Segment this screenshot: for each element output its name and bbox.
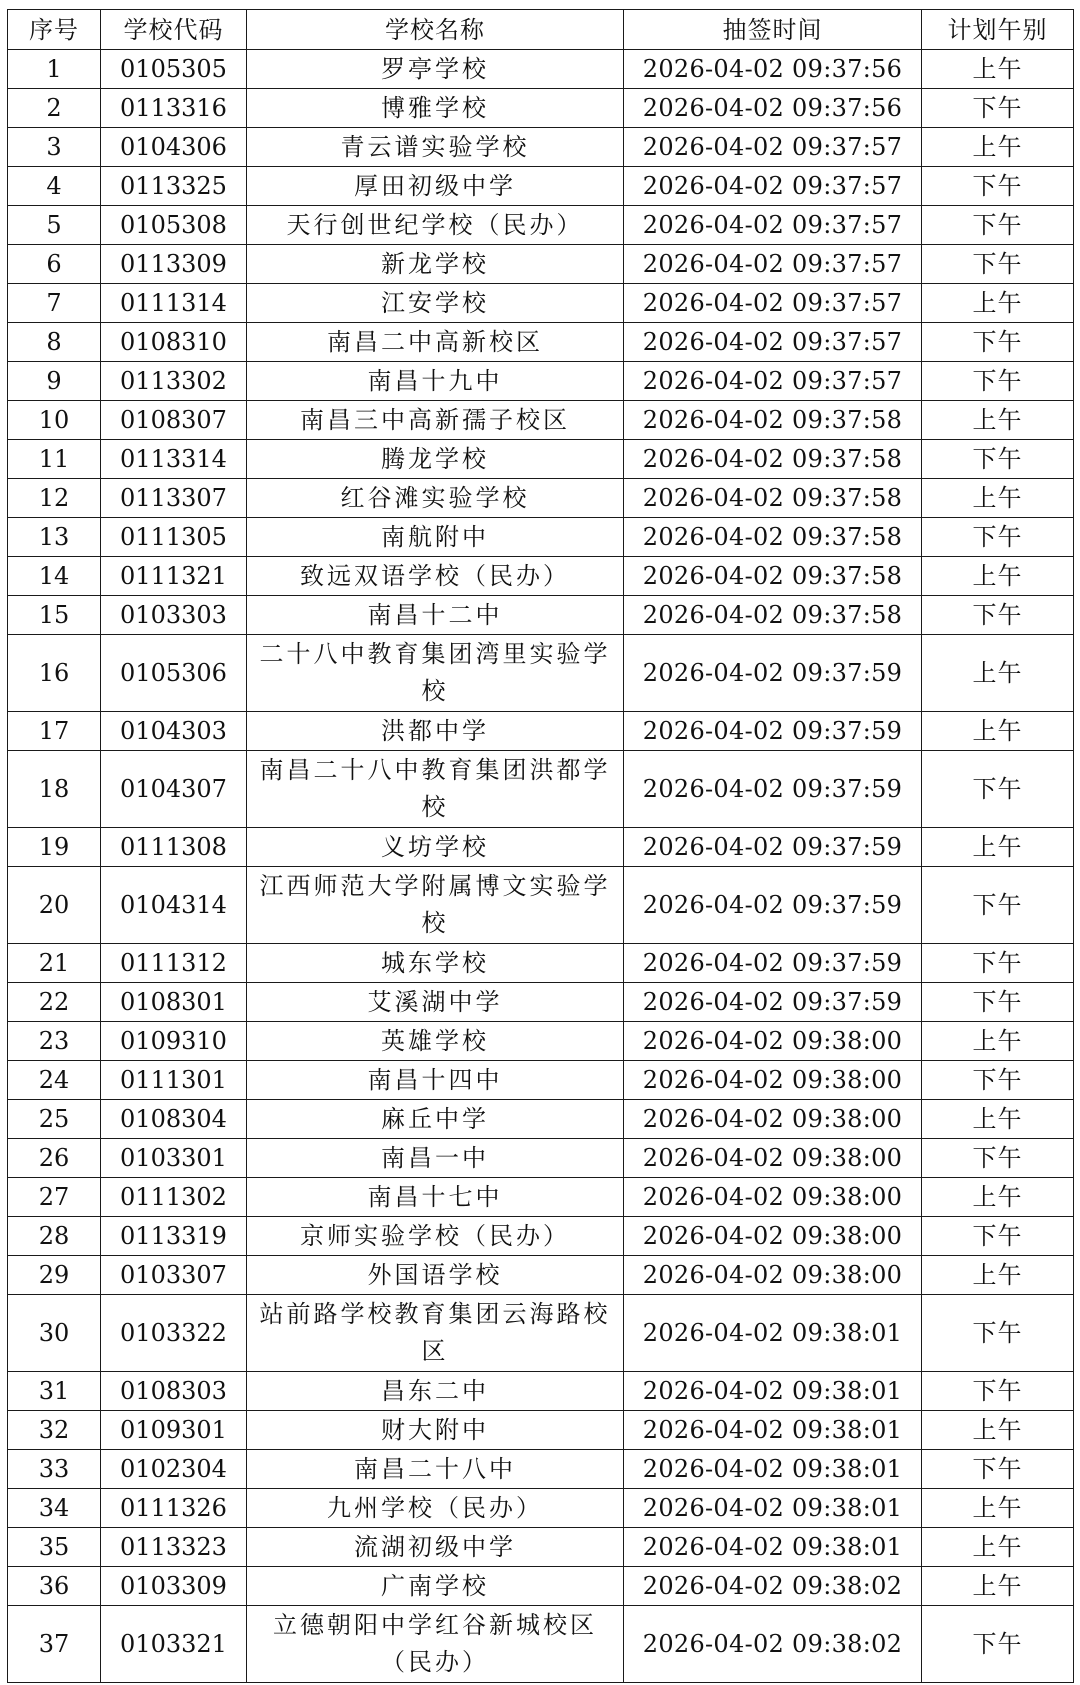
cell-draw-time: 2026-04-02 09:37:57 xyxy=(624,206,922,245)
cell-school-name: 南昌三中高新孺子校区 xyxy=(247,401,624,440)
table-row xyxy=(8,1372,1074,1411)
cell-school-name: 财大附中 xyxy=(247,1411,624,1450)
cell-seq: 32 xyxy=(8,1411,101,1450)
header-school-name: 学校名称 xyxy=(247,10,624,50)
cell-seq: 12 xyxy=(8,479,101,518)
cell-school-name: 红谷滩实验学校 xyxy=(247,479,624,518)
cell-draw-time: 2026-04-02 09:38:01 xyxy=(624,1295,922,1372)
cell-seq: 23 xyxy=(8,1022,101,1061)
cell-period: 上午 xyxy=(922,635,1074,712)
cell-seq: 24 xyxy=(8,1061,101,1100)
cell-seq: 18 xyxy=(8,751,101,828)
cell-school-name: 广南学校 xyxy=(247,1567,624,1606)
cell-seq: 29 xyxy=(8,1256,101,1295)
cell-school-name: 站前路学校教育集团云海路校区 xyxy=(247,1295,624,1372)
cell-seq: 2 xyxy=(8,89,101,128)
cell-seq: 28 xyxy=(8,1217,101,1256)
cell-school-name: 南昌二中高新校区 xyxy=(247,323,624,362)
cell-school-code: 0109301 xyxy=(101,1411,247,1450)
cell-school-name: 致远双语学校（民办） xyxy=(247,557,624,596)
table-body xyxy=(8,50,1074,1683)
cell-period: 下午 xyxy=(922,1606,1074,1683)
cell-school-name: 南昌十九中 xyxy=(247,362,624,401)
cell-school-name: 南昌一中 xyxy=(247,1139,624,1178)
cell-period: 上午 xyxy=(922,828,1074,867)
cell-seq: 35 xyxy=(8,1528,101,1567)
cell-school-code: 0111321 xyxy=(101,557,247,596)
cell-school-name: 南昌二十八中教育集团洪都学校 xyxy=(247,751,624,828)
cell-seq: 33 xyxy=(8,1450,101,1489)
cell-seq: 27 xyxy=(8,1178,101,1217)
cell-school-name: 麻丘中学 xyxy=(247,1100,624,1139)
cell-seq: 21 xyxy=(8,944,101,983)
cell-school-code: 0111312 xyxy=(101,944,247,983)
cell-seq: 11 xyxy=(8,440,101,479)
cell-period: 上午 xyxy=(922,479,1074,518)
cell-draw-time: 2026-04-02 09:38:02 xyxy=(624,1606,922,1683)
cell-period: 下午 xyxy=(922,362,1074,401)
cell-school-name: 义坊学校 xyxy=(247,828,624,867)
cell-school-code: 0109310 xyxy=(101,1022,247,1061)
cell-draw-time: 2026-04-02 09:38:00 xyxy=(624,1061,922,1100)
cell-seq: 10 xyxy=(8,401,101,440)
cell-draw-time: 2026-04-02 09:37:56 xyxy=(624,89,922,128)
cell-school-code: 0108304 xyxy=(101,1100,247,1139)
table-row xyxy=(8,635,1074,712)
cell-period: 下午 xyxy=(922,323,1074,362)
cell-draw-time: 2026-04-02 09:38:01 xyxy=(624,1372,922,1411)
cell-period: 下午 xyxy=(922,89,1074,128)
cell-school-name: 天行创世纪学校（民办） xyxy=(247,206,624,245)
cell-seq: 5 xyxy=(8,206,101,245)
cell-school-name: 江安学校 xyxy=(247,284,624,323)
cell-school-code: 0111305 xyxy=(101,518,247,557)
cell-period: 上午 xyxy=(922,1528,1074,1567)
cell-period: 下午 xyxy=(922,1450,1074,1489)
cell-school-name: 英雄学校 xyxy=(247,1022,624,1061)
cell-period: 上午 xyxy=(922,401,1074,440)
cell-period: 下午 xyxy=(922,1372,1074,1411)
cell-seq: 7 xyxy=(8,284,101,323)
cell-draw-time: 2026-04-02 09:37:59 xyxy=(624,983,922,1022)
table-row xyxy=(8,712,1074,751)
cell-school-name: 青云谱实验学校 xyxy=(247,128,624,167)
cell-school-name: 洪都中学 xyxy=(247,712,624,751)
lottery-results-table xyxy=(7,9,1074,1683)
cell-school-code: 0113316 xyxy=(101,89,247,128)
cell-seq: 26 xyxy=(8,1139,101,1178)
cell-school-code: 0105308 xyxy=(101,206,247,245)
cell-school-code: 0113325 xyxy=(101,167,247,206)
cell-school-name: 江西师范大学附属博文实验学校 xyxy=(247,867,624,944)
cell-seq: 25 xyxy=(8,1100,101,1139)
cell-school-code: 0108307 xyxy=(101,401,247,440)
cell-school-code: 0113309 xyxy=(101,245,247,284)
cell-seq: 3 xyxy=(8,128,101,167)
cell-school-code: 0113323 xyxy=(101,1528,247,1567)
cell-school-name: 立德朝阳中学红谷新城校区（民办） xyxy=(247,1606,624,1683)
cell-seq: 37 xyxy=(8,1606,101,1683)
cell-school-code: 0111326 xyxy=(101,1489,247,1528)
table-row xyxy=(8,1139,1074,1178)
cell-draw-time: 2026-04-02 09:37:58 xyxy=(624,401,922,440)
table-row xyxy=(8,983,1074,1022)
cell-period: 上午 xyxy=(922,1178,1074,1217)
table-row xyxy=(8,206,1074,245)
table-row xyxy=(8,828,1074,867)
cell-draw-time: 2026-04-02 09:37:57 xyxy=(624,167,922,206)
header-school-code: 学校代码 xyxy=(101,10,247,50)
cell-school-name: 艾溪湖中学 xyxy=(247,983,624,1022)
table-row xyxy=(8,89,1074,128)
cell-school-name: 昌东二中 xyxy=(247,1372,624,1411)
cell-seq: 14 xyxy=(8,557,101,596)
cell-draw-time: 2026-04-02 09:37:59 xyxy=(624,867,922,944)
cell-draw-time: 2026-04-02 09:37:59 xyxy=(624,944,922,983)
table-row xyxy=(8,1022,1074,1061)
table-row xyxy=(8,596,1074,635)
table-row xyxy=(8,1411,1074,1450)
cell-draw-time: 2026-04-02 09:38:00 xyxy=(624,1022,922,1061)
cell-seq: 19 xyxy=(8,828,101,867)
table-row xyxy=(8,1178,1074,1217)
cell-school-name: 二十八中教育集团湾里实验学校 xyxy=(247,635,624,712)
table-row xyxy=(8,1061,1074,1100)
cell-school-name: 厚田初级中学 xyxy=(247,167,624,206)
cell-period: 上午 xyxy=(922,1022,1074,1061)
cell-school-code: 0111314 xyxy=(101,284,247,323)
table-row xyxy=(8,50,1074,89)
cell-school-code: 0113319 xyxy=(101,1217,247,1256)
cell-seq: 13 xyxy=(8,518,101,557)
cell-period: 下午 xyxy=(922,867,1074,944)
cell-school-code: 0103303 xyxy=(101,596,247,635)
header-period: 计划午别 xyxy=(922,10,1074,50)
cell-draw-time: 2026-04-02 09:37:58 xyxy=(624,518,922,557)
cell-seq: 22 xyxy=(8,983,101,1022)
table-row xyxy=(8,1256,1074,1295)
table-row xyxy=(8,557,1074,596)
cell-school-code: 0103309 xyxy=(101,1567,247,1606)
cell-school-name: 外国语学校 xyxy=(247,1256,624,1295)
cell-school-name: 南昌十四中 xyxy=(247,1061,624,1100)
cell-draw-time: 2026-04-02 09:38:00 xyxy=(624,1256,922,1295)
cell-school-code: 0103322 xyxy=(101,1295,247,1372)
table-row xyxy=(8,1528,1074,1567)
cell-draw-time: 2026-04-02 09:37:59 xyxy=(624,712,922,751)
cell-school-code: 0103307 xyxy=(101,1256,247,1295)
table-row xyxy=(8,167,1074,206)
cell-draw-time: 2026-04-02 09:38:00 xyxy=(624,1139,922,1178)
table-header-row xyxy=(8,10,1074,50)
cell-school-name: 博雅学校 xyxy=(247,89,624,128)
header-draw-time: 抽签时间 xyxy=(624,10,922,50)
cell-school-name: 南昌二十八中 xyxy=(247,1450,624,1489)
cell-school-name: 京师实验学校（民办） xyxy=(247,1217,624,1256)
cell-draw-time: 2026-04-02 09:37:59 xyxy=(624,635,922,712)
cell-draw-time: 2026-04-02 09:37:59 xyxy=(624,751,922,828)
table-row xyxy=(8,751,1074,828)
cell-period: 下午 xyxy=(922,983,1074,1022)
cell-period: 上午 xyxy=(922,1411,1074,1450)
cell-school-code: 0108303 xyxy=(101,1372,247,1411)
cell-period: 上午 xyxy=(922,1256,1074,1295)
cell-period: 下午 xyxy=(922,751,1074,828)
cell-period: 下午 xyxy=(922,1061,1074,1100)
cell-draw-time: 2026-04-02 09:38:00 xyxy=(624,1100,922,1139)
table-row xyxy=(8,362,1074,401)
cell-period: 上午 xyxy=(922,284,1074,323)
cell-draw-time: 2026-04-02 09:37:58 xyxy=(624,596,922,635)
table-row xyxy=(8,1606,1074,1683)
cell-school-name: 南昌十七中 xyxy=(247,1178,624,1217)
cell-school-code: 0103321 xyxy=(101,1606,247,1683)
cell-school-code: 0104306 xyxy=(101,128,247,167)
cell-school-code: 0103301 xyxy=(101,1139,247,1178)
cell-period: 下午 xyxy=(922,206,1074,245)
table-row xyxy=(8,1217,1074,1256)
cell-draw-time: 2026-04-02 09:37:58 xyxy=(624,557,922,596)
cell-seq: 6 xyxy=(8,245,101,284)
cell-period: 上午 xyxy=(922,1100,1074,1139)
cell-period: 上午 xyxy=(922,1489,1074,1528)
cell-draw-time: 2026-04-02 09:38:02 xyxy=(624,1567,922,1606)
cell-period: 下午 xyxy=(922,440,1074,479)
cell-period: 下午 xyxy=(922,518,1074,557)
table-row xyxy=(8,1295,1074,1372)
cell-school-code: 0108301 xyxy=(101,983,247,1022)
table-row xyxy=(8,479,1074,518)
cell-period: 下午 xyxy=(922,1295,1074,1372)
cell-school-name: 新龙学校 xyxy=(247,245,624,284)
cell-school-code: 0111301 xyxy=(101,1061,247,1100)
cell-seq: 1 xyxy=(8,50,101,89)
cell-period: 下午 xyxy=(922,1139,1074,1178)
cell-school-code: 0102304 xyxy=(101,1450,247,1489)
table-row xyxy=(8,128,1074,167)
cell-period: 下午 xyxy=(922,944,1074,983)
cell-seq: 20 xyxy=(8,867,101,944)
cell-school-code: 0113314 xyxy=(101,440,247,479)
cell-seq: 31 xyxy=(8,1372,101,1411)
cell-seq: 16 xyxy=(8,635,101,712)
cell-school-code: 0105306 xyxy=(101,635,247,712)
cell-draw-time: 2026-04-02 09:37:58 xyxy=(624,440,922,479)
cell-period: 上午 xyxy=(922,1567,1074,1606)
table-row xyxy=(8,1450,1074,1489)
cell-draw-time: 2026-04-02 09:37:59 xyxy=(624,828,922,867)
cell-school-code: 0104307 xyxy=(101,751,247,828)
cell-draw-time: 2026-04-02 09:37:57 xyxy=(624,245,922,284)
table-row xyxy=(8,284,1074,323)
cell-school-code: 0111302 xyxy=(101,1178,247,1217)
cell-seq: 8 xyxy=(8,323,101,362)
cell-period: 下午 xyxy=(922,1217,1074,1256)
cell-period: 下午 xyxy=(922,596,1074,635)
cell-draw-time: 2026-04-02 09:38:01 xyxy=(624,1528,922,1567)
cell-draw-time: 2026-04-02 09:38:01 xyxy=(624,1411,922,1450)
cell-draw-time: 2026-04-02 09:38:01 xyxy=(624,1489,922,1528)
table-row xyxy=(8,401,1074,440)
cell-school-code: 0104303 xyxy=(101,712,247,751)
cell-period: 上午 xyxy=(922,50,1074,89)
table-row xyxy=(8,518,1074,557)
cell-school-name: 南昌十二中 xyxy=(247,596,624,635)
cell-draw-time: 2026-04-02 09:37:57 xyxy=(624,128,922,167)
table-row xyxy=(8,1100,1074,1139)
cell-period: 下午 xyxy=(922,245,1074,284)
cell-school-name: 流湖初级中学 xyxy=(247,1528,624,1567)
cell-period: 下午 xyxy=(922,167,1074,206)
cell-seq: 34 xyxy=(8,1489,101,1528)
document-sheet xyxy=(7,9,1074,1683)
cell-school-name: 城东学校 xyxy=(247,944,624,983)
cell-school-code: 0104314 xyxy=(101,867,247,944)
cell-school-code: 0108310 xyxy=(101,323,247,362)
table-row xyxy=(8,1489,1074,1528)
table-row xyxy=(8,323,1074,362)
cell-draw-time: 2026-04-02 09:38:01 xyxy=(624,1450,922,1489)
cell-draw-time: 2026-04-02 09:37:57 xyxy=(624,362,922,401)
table-row xyxy=(8,944,1074,983)
cell-draw-time: 2026-04-02 09:38:00 xyxy=(624,1217,922,1256)
cell-period: 上午 xyxy=(922,128,1074,167)
cell-draw-time: 2026-04-02 09:38:00 xyxy=(624,1178,922,1217)
cell-school-name: 九州学校（民办） xyxy=(247,1489,624,1528)
cell-school-code: 0105305 xyxy=(101,50,247,89)
cell-seq: 36 xyxy=(8,1567,101,1606)
cell-period: 上午 xyxy=(922,557,1074,596)
cell-school-name: 腾龙学校 xyxy=(247,440,624,479)
header-seq: 序号 xyxy=(8,10,101,50)
cell-draw-time: 2026-04-02 09:37:57 xyxy=(624,284,922,323)
cell-school-code: 0113302 xyxy=(101,362,247,401)
table-row xyxy=(8,440,1074,479)
cell-seq: 4 xyxy=(8,167,101,206)
cell-school-code: 0111308 xyxy=(101,828,247,867)
cell-draw-time: 2026-04-02 09:37:56 xyxy=(624,50,922,89)
cell-school-name: 罗亭学校 xyxy=(247,50,624,89)
cell-school-code: 0113307 xyxy=(101,479,247,518)
table-row xyxy=(8,245,1074,284)
cell-seq: 15 xyxy=(8,596,101,635)
cell-seq: 9 xyxy=(8,362,101,401)
cell-school-name: 南航附中 xyxy=(247,518,624,557)
table-row xyxy=(8,867,1074,944)
cell-seq: 30 xyxy=(8,1295,101,1372)
table-row xyxy=(8,1567,1074,1606)
cell-seq: 17 xyxy=(8,712,101,751)
cell-draw-time: 2026-04-02 09:37:57 xyxy=(624,323,922,362)
cell-draw-time: 2026-04-02 09:37:58 xyxy=(624,479,922,518)
cell-period: 上午 xyxy=(922,712,1074,751)
